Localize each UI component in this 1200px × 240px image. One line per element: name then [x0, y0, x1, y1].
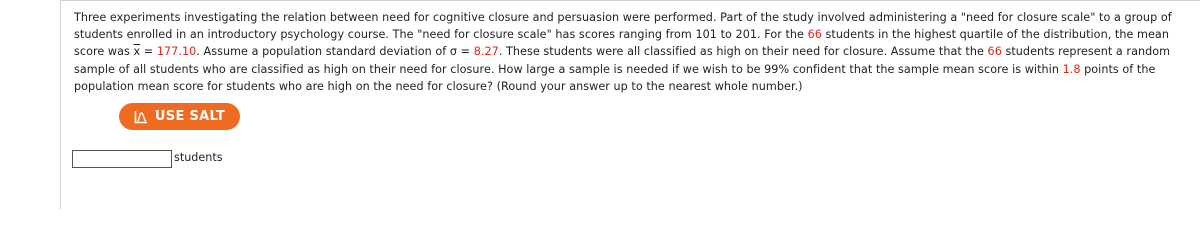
panel-top-border: [60, 0, 1200, 6]
use-salt-label: USE SALT: [154, 109, 226, 124]
use-salt-button[interactable]: [119, 103, 240, 130]
panel-left-border: [60, 0, 61, 209]
question-segment: =: [457, 45, 474, 59]
answer-input[interactable]: [72, 150, 172, 168]
sigma-symbol: σ: [449, 45, 458, 59]
sample-size-value: 66: [807, 28, 822, 42]
margin-of-error-value: 1.8: [1062, 62, 1081, 76]
mean-score-value: 177.10: [156, 45, 197, 59]
question-segment: students in the highest quartile of the distribution, the mean score was: [74, 28, 1169, 59]
question-segment: points of the population mean score for students who are high on the need for closure? (Round your answer up to the nearest whole number.): [74, 62, 1156, 93]
x-bar-symbol: $\overline{x}$: [133, 45, 141, 59]
question-text: [74, 9, 1198, 95]
salt-chart-icon: [134, 110, 148, 124]
question-segment: . Assume a population standard deviation of: [196, 45, 450, 59]
sample-size-value: 66: [987, 45, 1002, 59]
question-segment: =: [140, 45, 157, 59]
question-segment: Three experiments investigating the relation between need for cognitive closure and persuasion were performed. Part of the study involved administering a "need for closure scale" to a group of students enrolled in an introductory psychology course. The "need for closure scale" has scores ranging from 101 to 201. For the: [74, 11, 1172, 42]
std-dev-value: 8.27: [473, 45, 499, 59]
question-segment: students represent a random sample of all students who are classified as high on their need for closure. How large a sample is needed if we wish to be 99% confident that the sample mean score is within: [74, 45, 1171, 76]
question-segment: . These students were all classified as high on their need for closure. Assume that the: [498, 45, 988, 59]
answer-unit-label: students: [174, 151, 223, 164]
